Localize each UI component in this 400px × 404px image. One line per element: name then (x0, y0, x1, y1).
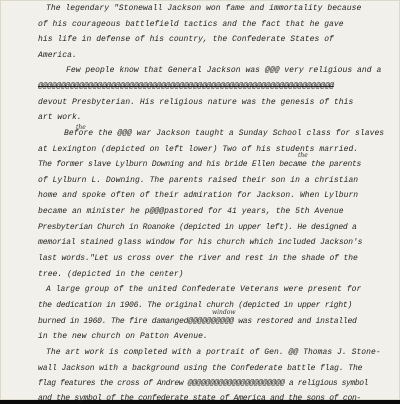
handwritten-annotation: window (212, 309, 236, 316)
text-line: home and spoke often of their admiration for Jackson. When Lylburn (38, 191, 359, 200)
text-line: at Lexington (depicted on left lower) Two of his students married. (38, 145, 359, 154)
handwritten-annotation: the (76, 124, 86, 131)
text-line: the dedication in 1906. The original church (depicted in upper right) (38, 301, 353, 310)
text-line: became an minister he p@@@pastored for 41 years, the 5th Avenue (38, 207, 344, 216)
text-line: art work. (38, 113, 82, 122)
text-line: burned in 1960. The fire damanged@@@@@@@@@@ was restored and installed (38, 317, 357, 326)
text-line: and the symbol of the confederate state of America and the sons of con- (38, 394, 362, 403)
text-line: in the new church on Patton Avenue. (38, 332, 208, 341)
text-line: his life in defense of his country, the Confederate States of (38, 35, 334, 44)
text-line: Presbyterian Church in Roanoke (depicted in upper left). He designed a (38, 223, 357, 232)
text-line: tree. (depicted in the center) (38, 270, 184, 279)
text-line: of Lylburn L. Downing. The parents raised their son in a christian (38, 176, 359, 185)
text-line: @@@@@@@@@@@@@@@@@@@@@@@@@@@@@@@@@@@@@@@@@@@@@@@@@@@@@@@@@@@@@@@@@ (38, 82, 334, 91)
text-line: The former slave Lylburn Downing and his bride Ellen became the parents (38, 160, 362, 169)
text-line: Before the @@@ war Jackson taught a Sunday School class for slaves (64, 129, 385, 138)
text-line: devout Presbyterian. His religious nature was the genesis of this (38, 98, 354, 107)
text-line: Few people know that General Jackson was @@@ very religious and a (66, 66, 382, 75)
handwritten-annotation: the (298, 152, 308, 159)
text-line: The legendary "Stonewall Jackson won fame and immortality because (46, 4, 362, 13)
text-line: last words."Let us cross over the river and rest in the shade of the (38, 254, 358, 263)
text-line: The art work is completed with a portrait of Gen. @@ Thomas J. Stone- (46, 348, 381, 357)
text-line: A large group of the united Confederate Veterans were present for (46, 285, 362, 294)
text-line: wall Jackson with a background using the Confederate battle flag. The (38, 364, 363, 373)
text-line: flag features the cross of Andrew @@@@@@@@@@@@@@@@@@@@@@ a religious symbol (38, 379, 369, 388)
text-line: America. (38, 51, 77, 60)
text-line: memorial stained glass window for his church which included Jackson's (38, 238, 363, 247)
text-line: of his courageous battlefield tactics and the fact that he gave (38, 20, 344, 29)
